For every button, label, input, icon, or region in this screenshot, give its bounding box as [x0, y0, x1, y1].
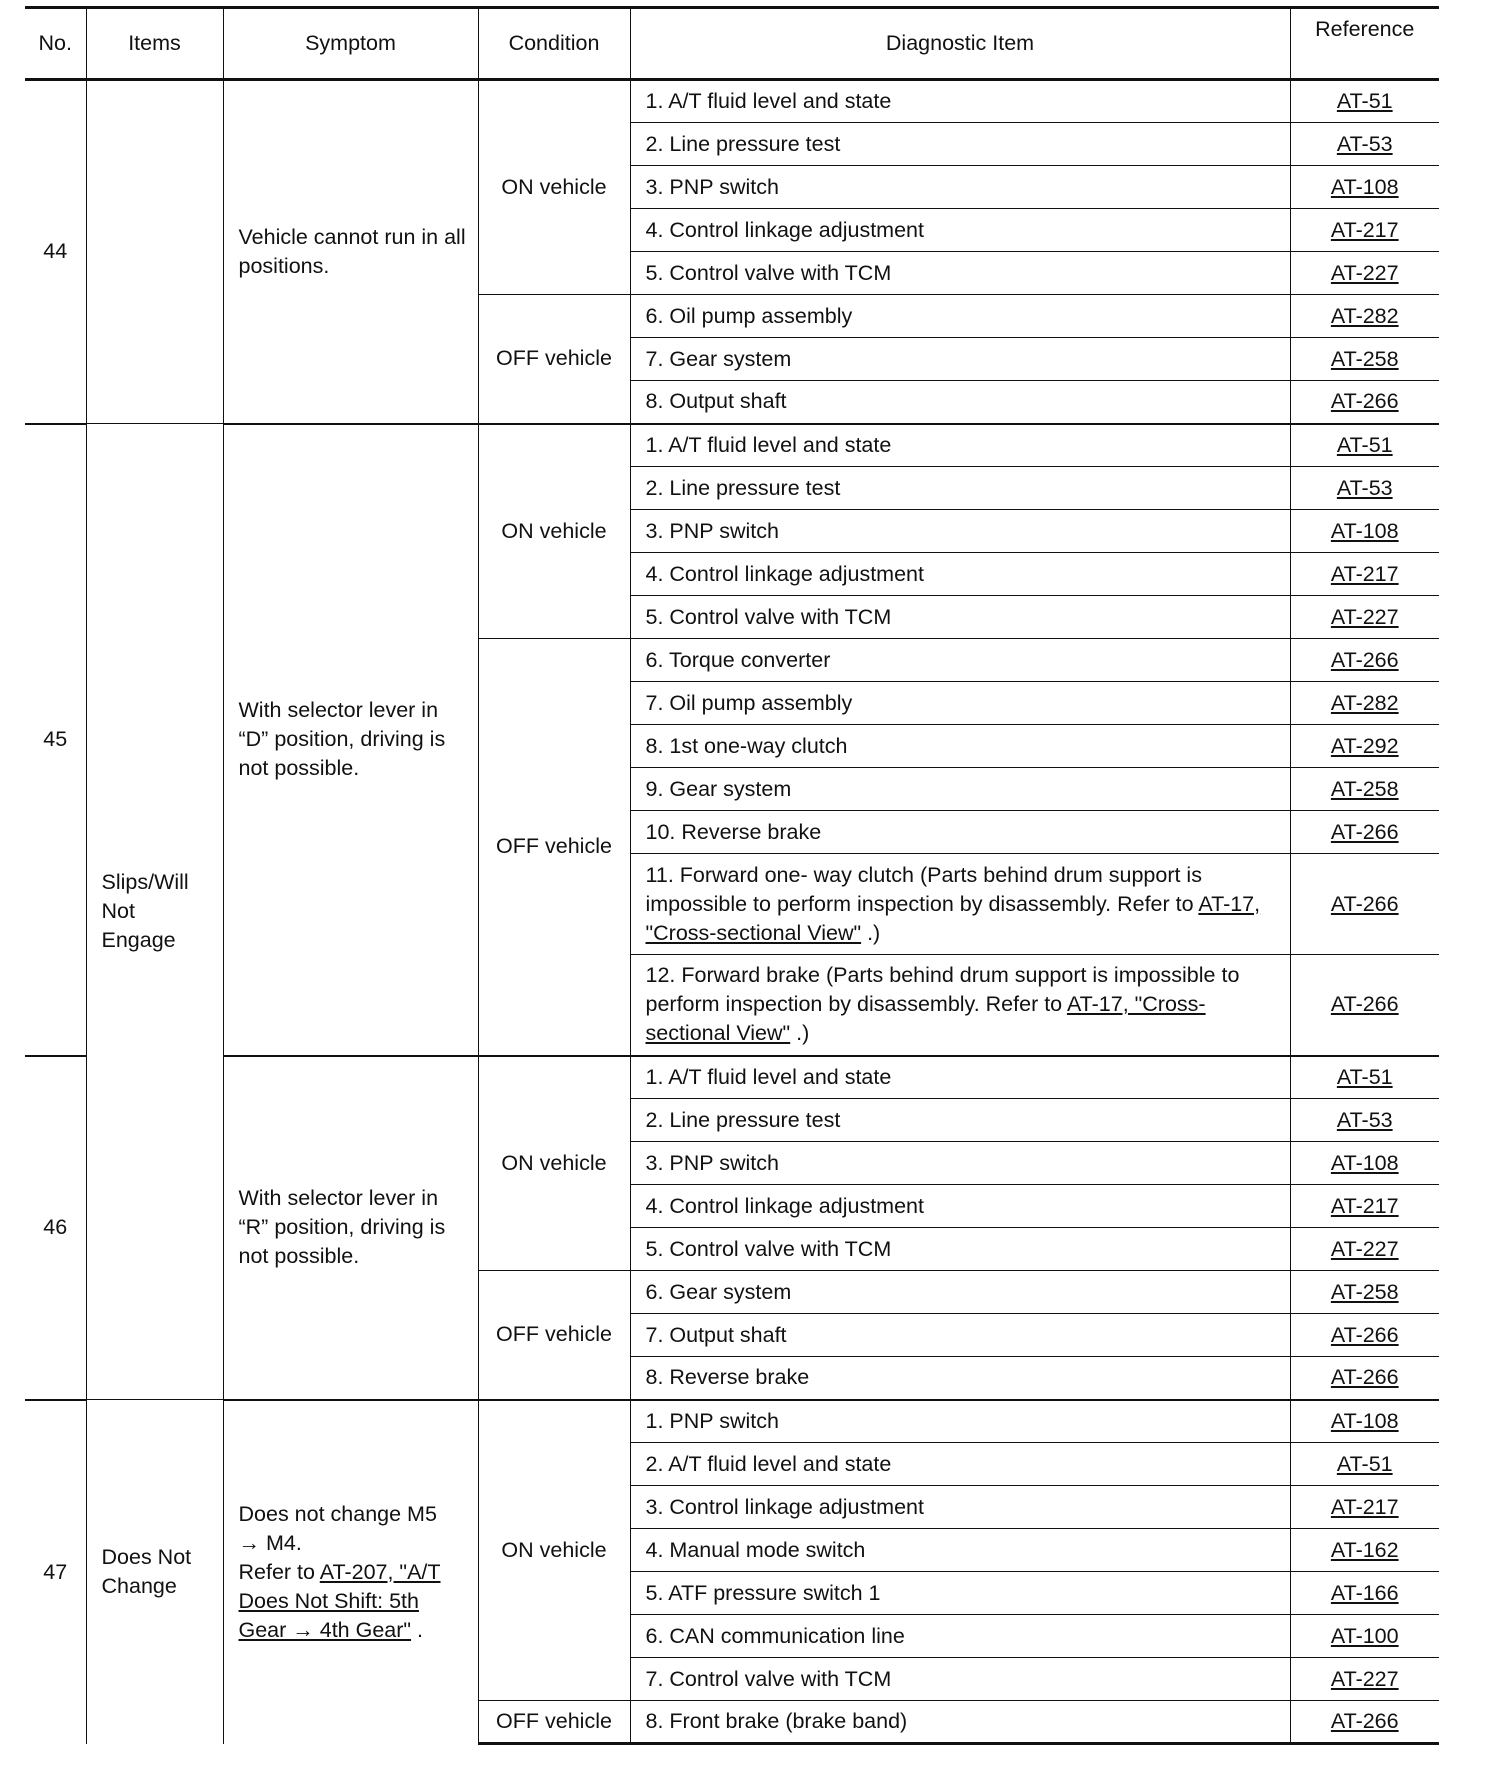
diagnostic-text-end: .) [790, 1021, 810, 1046]
symptom-refer: Refer to [238, 1559, 320, 1584]
diagnostic-item: 4. Control linkage adjustment [630, 1185, 1290, 1228]
reference-link[interactable]: AT-108 [1330, 518, 1399, 543]
condition-cell: OFF vehicle [478, 1701, 630, 1744]
diagnostic-item: 2. Line pressure test [630, 467, 1290, 510]
diagnostic-item: 7. Control valve with TCM [630, 1658, 1290, 1701]
diagnostic-item: 1. PNP switch [630, 1400, 1290, 1443]
table-row [25, 80, 1439, 123]
reference-link[interactable]: AT-266 [1330, 1322, 1399, 1347]
diagnostic-item: 2. A/T fluid level and state [630, 1443, 1290, 1486]
row-number: 45 [25, 424, 86, 1056]
diagnostic-item: 2. Line pressure test [630, 1099, 1290, 1142]
diagnostic-item: 3. Control linkage adjustment [630, 1486, 1290, 1529]
condition-cell: ON vehicle [478, 1056, 630, 1271]
diagnostic-item: 3. PNP switch [630, 1142, 1290, 1185]
diagnostic-item: 1. A/T fluid level and state [630, 80, 1290, 123]
reference-link[interactable]: AT-108 [1330, 1150, 1399, 1175]
diagnostic-item: 1. A/T fluid level and state [630, 1056, 1290, 1099]
row-number: 44 [43, 239, 68, 264]
diagnostic-item: 8. Reverse brake [630, 1357, 1290, 1400]
symptom-link[interactable]: AT-207, "A/T Does Not Shift: 5th Gear → 4th Gear" [238, 1559, 441, 1642]
reference-link[interactable]: AT-53 [1336, 131, 1393, 156]
table-row [25, 1056, 1439, 1099]
header-diagnostic-item: Diagnostic Item [630, 8, 1290, 80]
header-reference: Reference [1290, 8, 1439, 80]
cross-section-link[interactable]: AT-17, "Cross-sectional View" [645, 891, 1261, 945]
reference-link[interactable]: AT-292 [1330, 733, 1399, 758]
reference-link[interactable]: AT-266 [1330, 891, 1399, 916]
diagnostic-item: 10. Reverse brake [630, 811, 1290, 854]
diagnostic-item: 4. Control linkage adjustment [630, 553, 1290, 596]
reference-link[interactable]: AT-227 [1330, 1236, 1399, 1261]
header-row [25, 8, 1439, 80]
diagnostic-item: 9. Gear system [630, 768, 1290, 811]
reference-link[interactable]: AT-162 [1330, 1537, 1399, 1562]
reference-link[interactable]: AT-266 [1330, 1365, 1399, 1390]
reference-link[interactable]: AT-217 [1330, 217, 1399, 242]
row-number: 47 [25, 1400, 86, 1744]
diagnostic-item: 7. Oil pump assembly [630, 682, 1290, 725]
reference-link[interactable]: AT-53 [1336, 1107, 1393, 1132]
reference-link[interactable]: AT-100 [1330, 1623, 1399, 1648]
condition-cell: OFF vehicle [478, 1271, 630, 1400]
table-row [25, 424, 1439, 467]
diagnostic-item: 4. Control linkage adjustment [630, 209, 1290, 252]
diagnostic-item: 6. Gear system [630, 1271, 1290, 1314]
diagnostic-text-end: .) [861, 920, 881, 945]
reference-link[interactable]: AT-51 [1336, 432, 1393, 457]
symptom-line: Does not change M5 [238, 1501, 437, 1526]
reference-link[interactable]: AT-51 [1336, 1064, 1393, 1089]
diagnostic-item: 5. Control valve with TCM [630, 596, 1290, 639]
symptom-cell [223, 1400, 478, 1744]
items-cell: Slips/Will Not Engage [86, 424, 223, 1400]
condition-cell: ON vehicle [478, 1400, 630, 1701]
reference-link[interactable]: AT-227 [1330, 260, 1399, 285]
diagnostic-text: 11. Forward one- way clutch (Parts behind drum support is impossible to perform inspection by disassembly. Refer to [645, 862, 1202, 916]
diagnostic-item: 5. Control valve with TCM [630, 1228, 1290, 1271]
reference-link[interactable]: AT-166 [1330, 1580, 1399, 1605]
diagnostic-item: 8. Output shaft [630, 381, 1290, 424]
reference-link[interactable]: AT-53 [1336, 475, 1393, 500]
diagnostic-item: 2. Line pressure test [630, 123, 1290, 166]
reference-link[interactable]: AT-108 [1330, 1408, 1399, 1433]
diagnostic-item: 8. Front brake (brake band) [630, 1701, 1290, 1744]
diagnostic-item: 4. Manual mode switch [630, 1529, 1290, 1572]
diagnostic-item: 7. Output shaft [630, 1314, 1290, 1357]
reference-link[interactable]: AT-282 [1330, 690, 1399, 715]
row-number: 46 [25, 1056, 86, 1400]
diagnostic-item [630, 854, 1290, 955]
reference-link[interactable]: AT-258 [1330, 776, 1399, 801]
diagnostic-item: 3. PNP switch [630, 166, 1290, 209]
diagnostic-item [630, 955, 1290, 1056]
items-cell: Does Not Change [86, 1400, 223, 1744]
diagnostic-item: 6. Torque converter [630, 639, 1290, 682]
diagnostic-item: 6. Oil pump assembly [630, 295, 1290, 338]
symptom-cell: Vehicle cannot run in all positions. [223, 80, 478, 424]
condition-cell: ON vehicle [478, 80, 630, 295]
reference-link[interactable]: AT-217 [1330, 1193, 1399, 1218]
reference-link[interactable]: AT-266 [1330, 992, 1399, 1017]
cross-section-link[interactable]: AT-17, "Cross-sectional View" [645, 992, 1206, 1046]
diagnostic-item: 8. 1st one-way clutch [630, 725, 1290, 768]
reference-link[interactable]: AT-258 [1330, 346, 1399, 371]
reference-link[interactable]: AT-266 [1330, 647, 1399, 672]
condition-cell: OFF vehicle [478, 295, 630, 424]
reference-link[interactable]: AT-217 [1330, 561, 1399, 586]
diagnostic-item: 1. A/T fluid level and state [630, 424, 1290, 467]
reference-link[interactable]: AT-227 [1330, 1666, 1399, 1691]
reference-link[interactable]: AT-266 [1330, 1709, 1399, 1733]
symptom-cell: With selector lever in “R” position, driving is not possible. [223, 1056, 478, 1400]
header-condition: Condition [478, 8, 630, 80]
table-row [25, 1400, 1439, 1443]
reference-link[interactable]: AT-227 [1330, 604, 1399, 629]
reference-link[interactable]: AT-282 [1330, 303, 1399, 328]
diagnostic-text: 12. Forward brake (Parts behind drum support is impossible to perform inspection by disassembly. Refer to [645, 963, 1240, 1017]
header-no: No. [25, 8, 86, 80]
items-cell-empty [86, 80, 223, 424]
diagnostic-item: 7. Gear system [630, 338, 1290, 381]
reference-link[interactable]: AT-108 [1330, 174, 1399, 199]
reference-link[interactable]: AT-51 [1336, 1451, 1393, 1476]
diagnostic-item: 5. ATF pressure switch 1 [630, 1572, 1290, 1615]
reference-link[interactable]: AT-258 [1330, 1279, 1399, 1304]
condition-cell: ON vehicle [478, 424, 630, 639]
diagnostic-item: 6. CAN communication line [630, 1615, 1290, 1658]
symptom-end: . [411, 1617, 423, 1642]
symptom-cell: With selector lever in “D” position, driving is not possible. [223, 424, 478, 1056]
header-items: Items [86, 8, 223, 80]
reference-link[interactable]: AT-266 [1330, 389, 1399, 414]
diagnostic-item: 5. Control valve with TCM [630, 252, 1290, 295]
reference-link[interactable]: AT-266 [1330, 819, 1399, 844]
reference-link[interactable]: AT-217 [1330, 1494, 1399, 1519]
header-symptom: Symptom [223, 8, 478, 80]
reference-link[interactable]: AT-51 [1336, 89, 1393, 113]
diagnosis-table [25, 6, 1439, 1745]
symptom-line: → M4. [238, 1530, 302, 1555]
condition-cell: OFF vehicle [478, 639, 630, 1056]
diagnostic-item: 3. PNP switch [630, 510, 1290, 553]
